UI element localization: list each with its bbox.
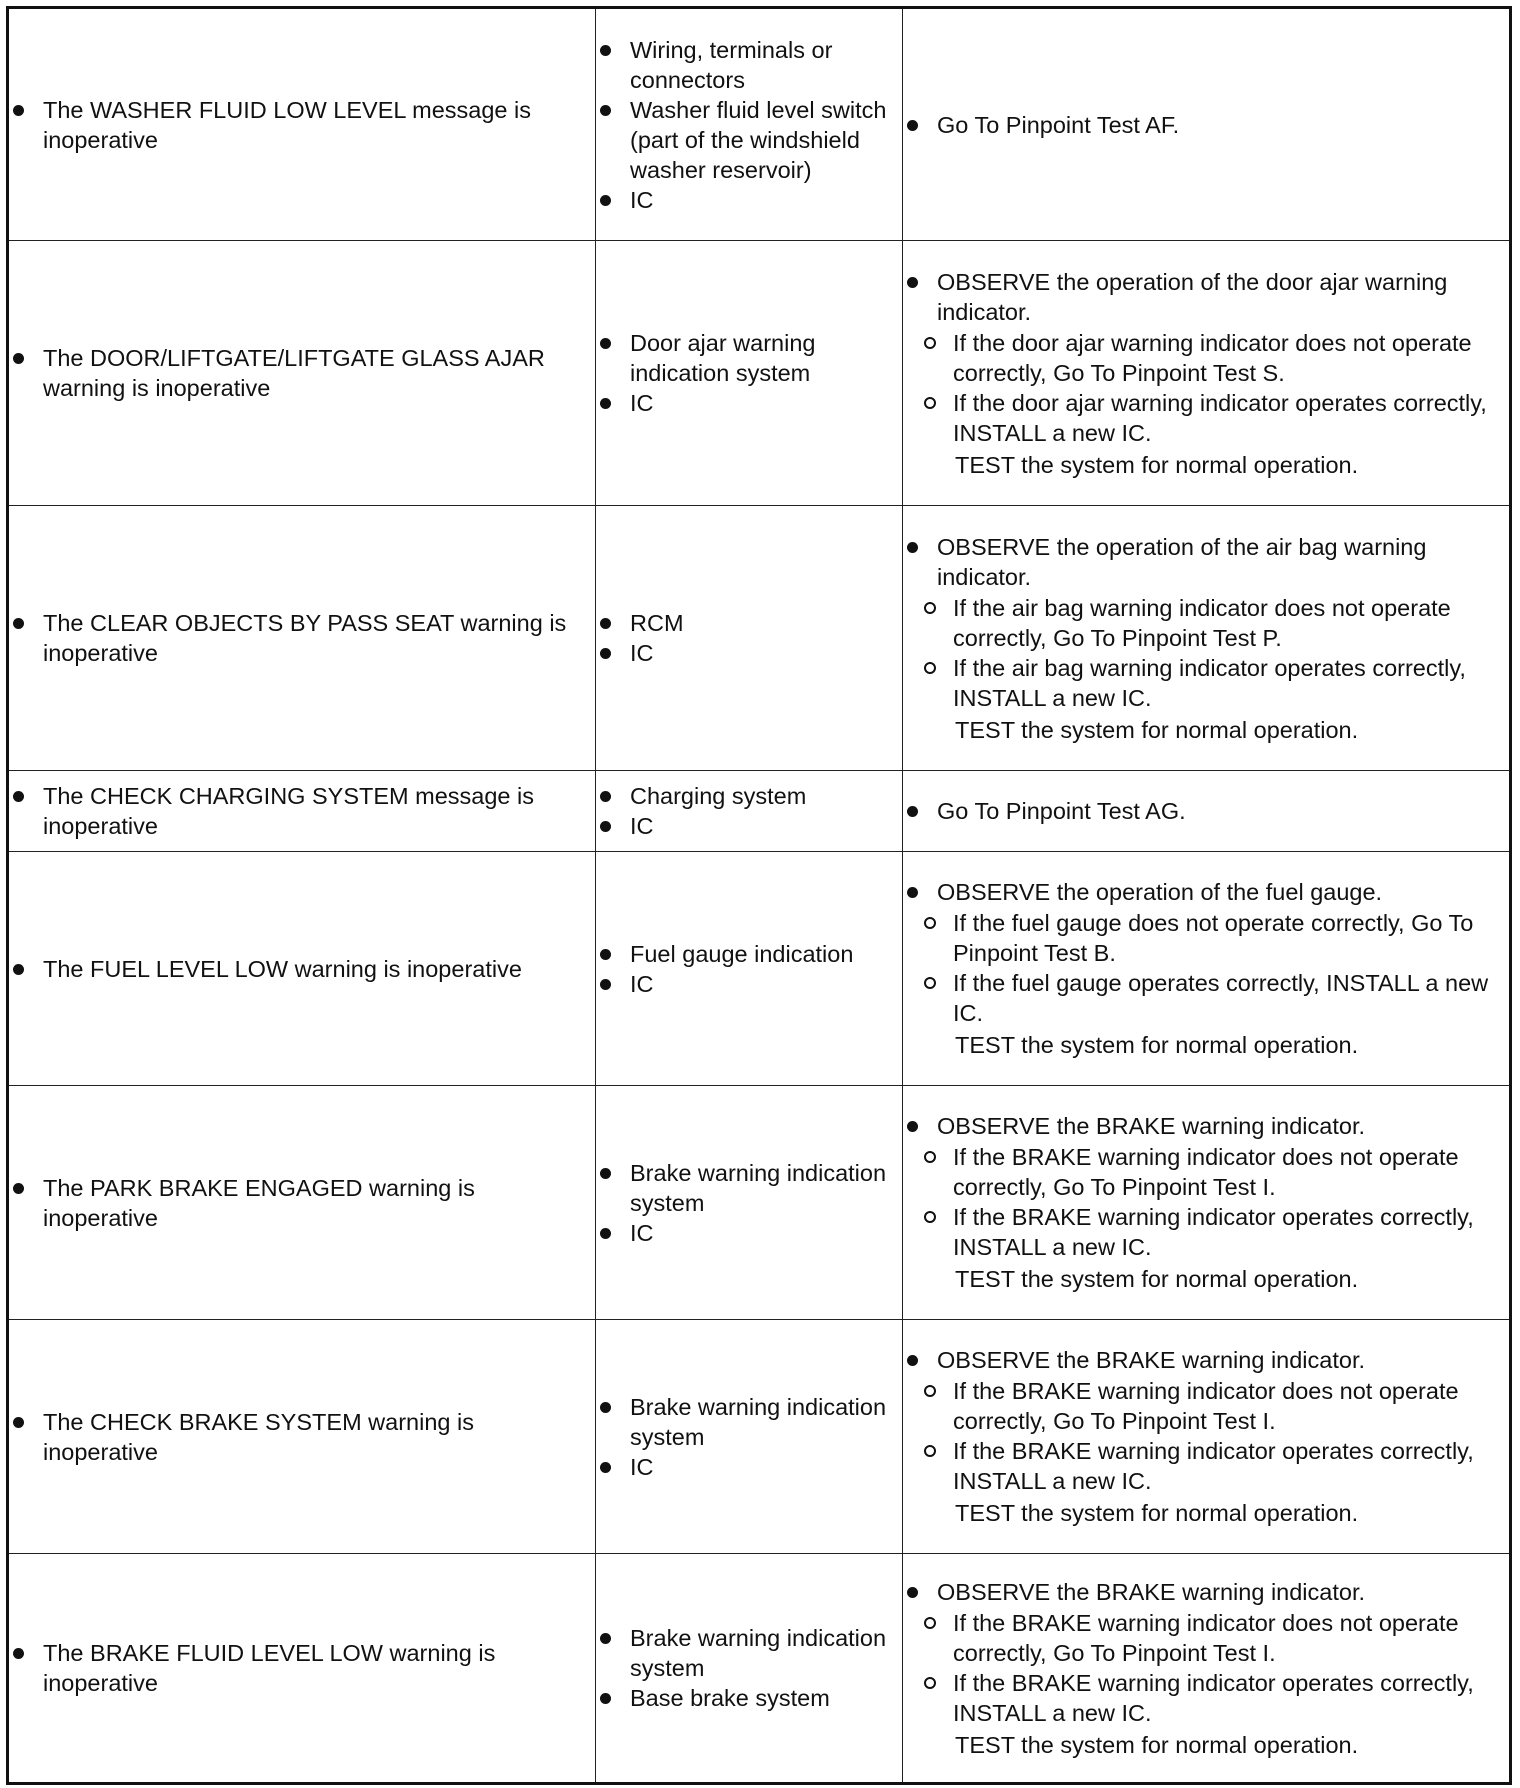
source-cell bbox=[596, 852, 903, 1086]
condition-cell bbox=[8, 771, 596, 852]
action-substep: If the BRAKE warning indicator operates correctly, INSTALL a new IC. bbox=[919, 1436, 1509, 1496]
action-substep: If the door ajar warning indicator does not operate correctly, Go To Pinpoint Test S. bbox=[919, 328, 1509, 388]
action-substep: If the air bag warning indicator operates correctly, INSTALL a new IC. bbox=[919, 653, 1509, 713]
action-cell bbox=[903, 241, 1511, 506]
diagnosis-table bbox=[6, 6, 1512, 1785]
action-text: OBSERVE the BRAKE warning indicator. bbox=[903, 1577, 1509, 1607]
action-substep: If the door ajar warning indicator operates correctly, INSTALL a new IC. bbox=[919, 388, 1509, 448]
action-note: TEST the system for normal operation. bbox=[955, 1032, 1359, 1058]
condition-text: The CHECK BRAKE SYSTEM warning is inoperative bbox=[9, 1407, 595, 1467]
table-row bbox=[8, 1086, 1511, 1320]
condition-text: The PARK BRAKE ENGAGED warning is inoperative bbox=[9, 1173, 595, 1233]
condition-cell bbox=[8, 1320, 596, 1554]
source-item: IC bbox=[596, 185, 902, 215]
condition-text: The CLEAR OBJECTS BY PASS SEAT warning is inoperative bbox=[9, 608, 595, 668]
action-cell bbox=[903, 852, 1511, 1086]
symptom-chart bbox=[6, 6, 1512, 1782]
action-substep: If the air bag warning indicator does not operate correctly, Go To Pinpoint Test P. bbox=[919, 593, 1509, 653]
action-substep: If the BRAKE warning indicator operates correctly, INSTALL a new IC. bbox=[919, 1668, 1509, 1728]
action-text: OBSERVE the operation of the fuel gauge. bbox=[903, 877, 1509, 907]
table-row bbox=[8, 771, 1511, 852]
source-item: Door ajar warning indication system bbox=[596, 328, 902, 388]
table-row bbox=[8, 241, 1511, 506]
action-substep: If the BRAKE warning indicator operates correctly, INSTALL a new IC. bbox=[919, 1202, 1509, 1262]
condition-text: The CHECK CHARGING SYSTEM message is inoperative bbox=[9, 781, 595, 841]
action-substep: If the BRAKE warning indicator does not operate correctly, Go To Pinpoint Test I. bbox=[919, 1376, 1509, 1436]
condition-cell bbox=[8, 1086, 596, 1320]
source-item: Fuel gauge indication bbox=[596, 939, 902, 969]
table-row bbox=[8, 1554, 1511, 1784]
source-cell bbox=[596, 771, 903, 852]
source-item: IC bbox=[596, 1218, 902, 1248]
source-cell bbox=[596, 1086, 903, 1320]
table-row bbox=[8, 852, 1511, 1086]
action-note: TEST the system for normal operation. bbox=[955, 1731, 1359, 1758]
action-cell bbox=[903, 506, 1511, 771]
action-text: OBSERVE the BRAKE warning indicator. bbox=[903, 1111, 1509, 1141]
action-note: TEST the system for normal operation. bbox=[955, 1266, 1359, 1292]
table-row bbox=[8, 506, 1511, 771]
condition-text: The DOOR/LIFTGATE/LIFTGATE GLASS AJAR warning is inoperative bbox=[9, 343, 595, 403]
source-item: Charging system bbox=[596, 781, 902, 811]
action-note: TEST the system for normal operation. bbox=[955, 716, 1359, 743]
condition-text: The BRAKE FLUID LEVEL LOW warning is inoperative bbox=[9, 1638, 595, 1698]
action-substep: If the fuel gauge does not operate correctly, Go To Pinpoint Test B. bbox=[919, 908, 1509, 968]
source-item: IC bbox=[596, 638, 902, 668]
source-item: IC bbox=[596, 388, 902, 418]
source-item: Brake warning indication system bbox=[596, 1158, 902, 1218]
action-substep: If the fuel gauge operates correctly, INSTALL a new IC. bbox=[919, 968, 1509, 1028]
condition-cell bbox=[8, 506, 596, 771]
source-cell bbox=[596, 1554, 903, 1784]
source-item: IC bbox=[596, 1452, 902, 1482]
action-cell bbox=[903, 1320, 1511, 1554]
action-cell bbox=[903, 8, 1511, 241]
condition-text: The FUEL LEVEL LOW warning is inoperative bbox=[9, 954, 595, 984]
action-note: TEST the system for normal operation. bbox=[955, 1500, 1359, 1526]
action-text: OBSERVE the BRAKE warning indicator. bbox=[903, 1345, 1509, 1375]
source-item: Wiring, terminals or connectors bbox=[596, 35, 902, 95]
condition-cell bbox=[8, 8, 596, 241]
source-item: Base brake system bbox=[596, 1683, 902, 1713]
action-cell bbox=[903, 1554, 1511, 1784]
source-item: Brake warning indication system bbox=[596, 1392, 902, 1452]
action-cell bbox=[903, 771, 1511, 852]
table-row bbox=[8, 8, 1511, 241]
source-cell bbox=[596, 1320, 903, 1554]
source-item: IC bbox=[596, 969, 902, 999]
condition-cell bbox=[8, 1554, 596, 1784]
action-text: Go To Pinpoint Test AF. bbox=[903, 110, 1509, 140]
action-text: OBSERVE the operation of the door ajar warning indicator. bbox=[903, 267, 1509, 327]
source-cell bbox=[596, 241, 903, 506]
action-substep: If the BRAKE warning indicator does not operate correctly, Go To Pinpoint Test I. bbox=[919, 1608, 1509, 1668]
action-note: TEST the system for normal operation. bbox=[955, 451, 1359, 478]
condition-cell bbox=[8, 852, 596, 1086]
condition-cell bbox=[8, 241, 596, 506]
action-text: OBSERVE the operation of the air bag warning indicator. bbox=[903, 532, 1509, 592]
action-cell bbox=[903, 1086, 1511, 1320]
source-item: Washer fluid level switch (part of the windshield washer reservoir) bbox=[596, 95, 902, 185]
table-row bbox=[8, 1320, 1511, 1554]
action-text: Go To Pinpoint Test AG. bbox=[903, 796, 1509, 826]
source-cell bbox=[596, 506, 903, 771]
source-item: IC bbox=[596, 811, 902, 841]
source-cell bbox=[596, 8, 903, 241]
action-substep: If the BRAKE warning indicator does not operate correctly, Go To Pinpoint Test I. bbox=[919, 1142, 1509, 1202]
condition-text: The WASHER FLUID LOW LEVEL message is inoperative bbox=[9, 95, 595, 155]
source-item: Brake warning indication system bbox=[596, 1623, 902, 1683]
source-item: RCM bbox=[596, 608, 902, 638]
